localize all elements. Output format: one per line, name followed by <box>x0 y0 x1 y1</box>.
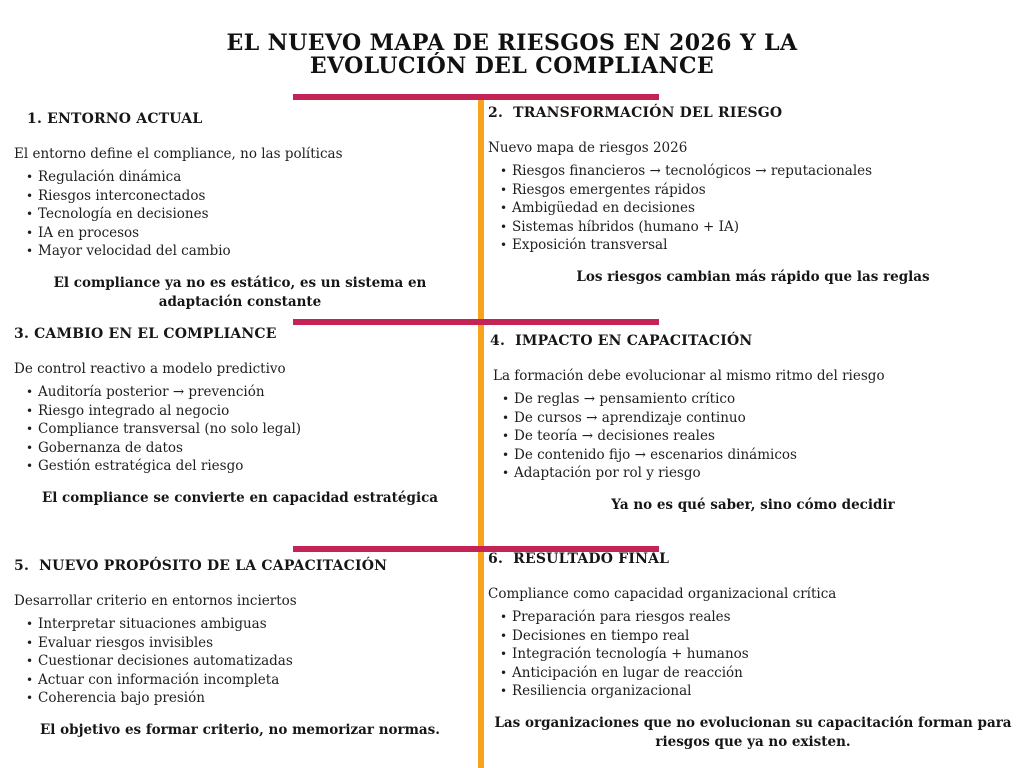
bullet-item: • Gobernanza de datos <box>38 439 466 458</box>
bullet-item: • Tecnología en decisiones <box>38 205 466 224</box>
section-entorno-actual <box>14 111 466 312</box>
bullet-list <box>14 615 466 708</box>
section-heading: 6. RESULTADO FINAL <box>488 551 670 567</box>
section-intro: El entorno define el compliance, no las políticas <box>14 146 343 162</box>
vertical-spine-line <box>478 96 484 768</box>
bullet-item: • Coherencia bajo presión <box>38 689 466 708</box>
section-nuevo-proposito-capacitacion <box>14 558 466 740</box>
bullet-item: • Gestión estratégica del riesgo <box>38 457 466 476</box>
section-heading: 2. TRANSFORMACIÓN DEL RIESGO <box>488 105 783 121</box>
bullet-item: • Exposición transversal <box>512 236 1018 255</box>
bullet-list <box>488 608 1018 701</box>
bullet-item: • Decisiones en tiempo real <box>512 627 1018 646</box>
section-conclusion: El compliance se convierte en capacidad estratégica <box>41 489 439 506</box>
section-intro: Desarrollar criterio en entornos inciertos <box>14 593 297 609</box>
page-title-line1: EL NUEVO MAPA DE RIESGOS EN 2026 Y LA <box>226 30 798 56</box>
bullet-item: • De contenido fijo → escenarios dinámicos <box>514 446 1016 465</box>
section-intro: La formación debe evolucionar al mismo ritmo del riesgo <box>493 368 885 384</box>
bullet-item: • Riesgo integrado al negocio <box>38 402 466 421</box>
section-divider-line-top <box>293 94 659 100</box>
bullet-item: • Integración tecnología + humanos <box>512 645 1018 664</box>
section-impacto-en-capacitacion <box>490 333 1016 515</box>
page-title-line2: EVOLUCIÓN DEL COMPLIANCE <box>309 53 715 79</box>
section-cambio-en-el-compliance <box>14 326 466 508</box>
bullet-item: • Mayor velocidad del cambio <box>38 242 466 261</box>
section-divider-line-middle <box>293 319 659 325</box>
bullet-item: • De cursos → aprendizaje continuo <box>514 409 1016 428</box>
bullet-item: • Interpretar situaciones ambiguas <box>38 615 466 634</box>
bullet-item: • Regulación dinámica <box>38 168 466 187</box>
bullet-item: • Riesgos interconectados <box>38 187 466 206</box>
section-heading: 1. ENTORNO ACTUAL <box>27 111 203 127</box>
section-conclusion: El compliance ya no es estático, es un sistema en adaptación constante <box>53 274 427 310</box>
section-conclusion: Las organizaciones que no evolucionan su capacitación forman para riesgos que ya no existen. <box>494 714 1012 750</box>
bullet-item: • Evaluar riesgos invisibles <box>38 634 466 653</box>
bullet-item: • Sistemas híbridos (humano + IA) <box>512 218 1018 237</box>
page-title <box>0 32 1024 78</box>
section-heading: 5. NUEVO PROPÓSITO DE LA CAPACITACIÓN <box>14 558 388 574</box>
bullet-item: • IA en procesos <box>38 224 466 243</box>
bullet-list <box>490 390 1016 483</box>
bullet-item: • Resiliencia organizacional <box>512 682 1018 701</box>
section-transformacion-del-riesgo <box>488 105 1018 287</box>
bullet-item: • Ambigüedad en decisiones <box>512 199 1018 218</box>
bullet-item: • Auditoría posterior → prevención <box>38 383 466 402</box>
section-heading: 3. CAMBIO EN EL COMPLIANCE <box>14 326 277 342</box>
bullet-item: • De teoría → decisiones reales <box>514 427 1016 446</box>
section-intro: Nuevo mapa de riesgos 2026 <box>488 140 688 156</box>
bullet-list <box>488 162 1018 255</box>
bullet-item: • Riesgos emergentes rápidos <box>512 181 1018 200</box>
bullet-item: • Riesgos financieros → tecnológicos → reputacionales <box>512 162 1018 181</box>
section-conclusion: Los riesgos cambian más rápido que las reglas <box>576 268 930 285</box>
section-conclusion: Ya no es qué saber, sino cómo decidir <box>611 496 895 513</box>
bullet-item: • Anticipación en lugar de reacción <box>512 664 1018 683</box>
section-heading: 4. IMPACTO EN CAPACITACIÓN <box>490 333 753 349</box>
bullet-item: • Compliance transversal (no solo legal) <box>38 420 466 439</box>
bullet-list <box>14 168 466 261</box>
bullet-item: • Adaptación por rol y riesgo <box>514 464 1016 483</box>
section-intro: Compliance como capacidad organizacional crítica <box>488 586 837 602</box>
bullet-item: • Actuar con información incompleta <box>38 671 466 690</box>
bullet-item: • Cuestionar decisiones automatizadas <box>38 652 466 671</box>
bullet-list <box>14 383 466 476</box>
bullet-item: • Preparación para riesgos reales <box>512 608 1018 627</box>
section-intro: De control reactivo a modelo predictivo <box>14 361 286 377</box>
section-resultado-final <box>488 551 1018 752</box>
section-conclusion: El objetivo es formar criterio, no memorizar normas. <box>40 721 440 738</box>
bullet-item: • De reglas → pensamiento crítico <box>514 390 1016 409</box>
